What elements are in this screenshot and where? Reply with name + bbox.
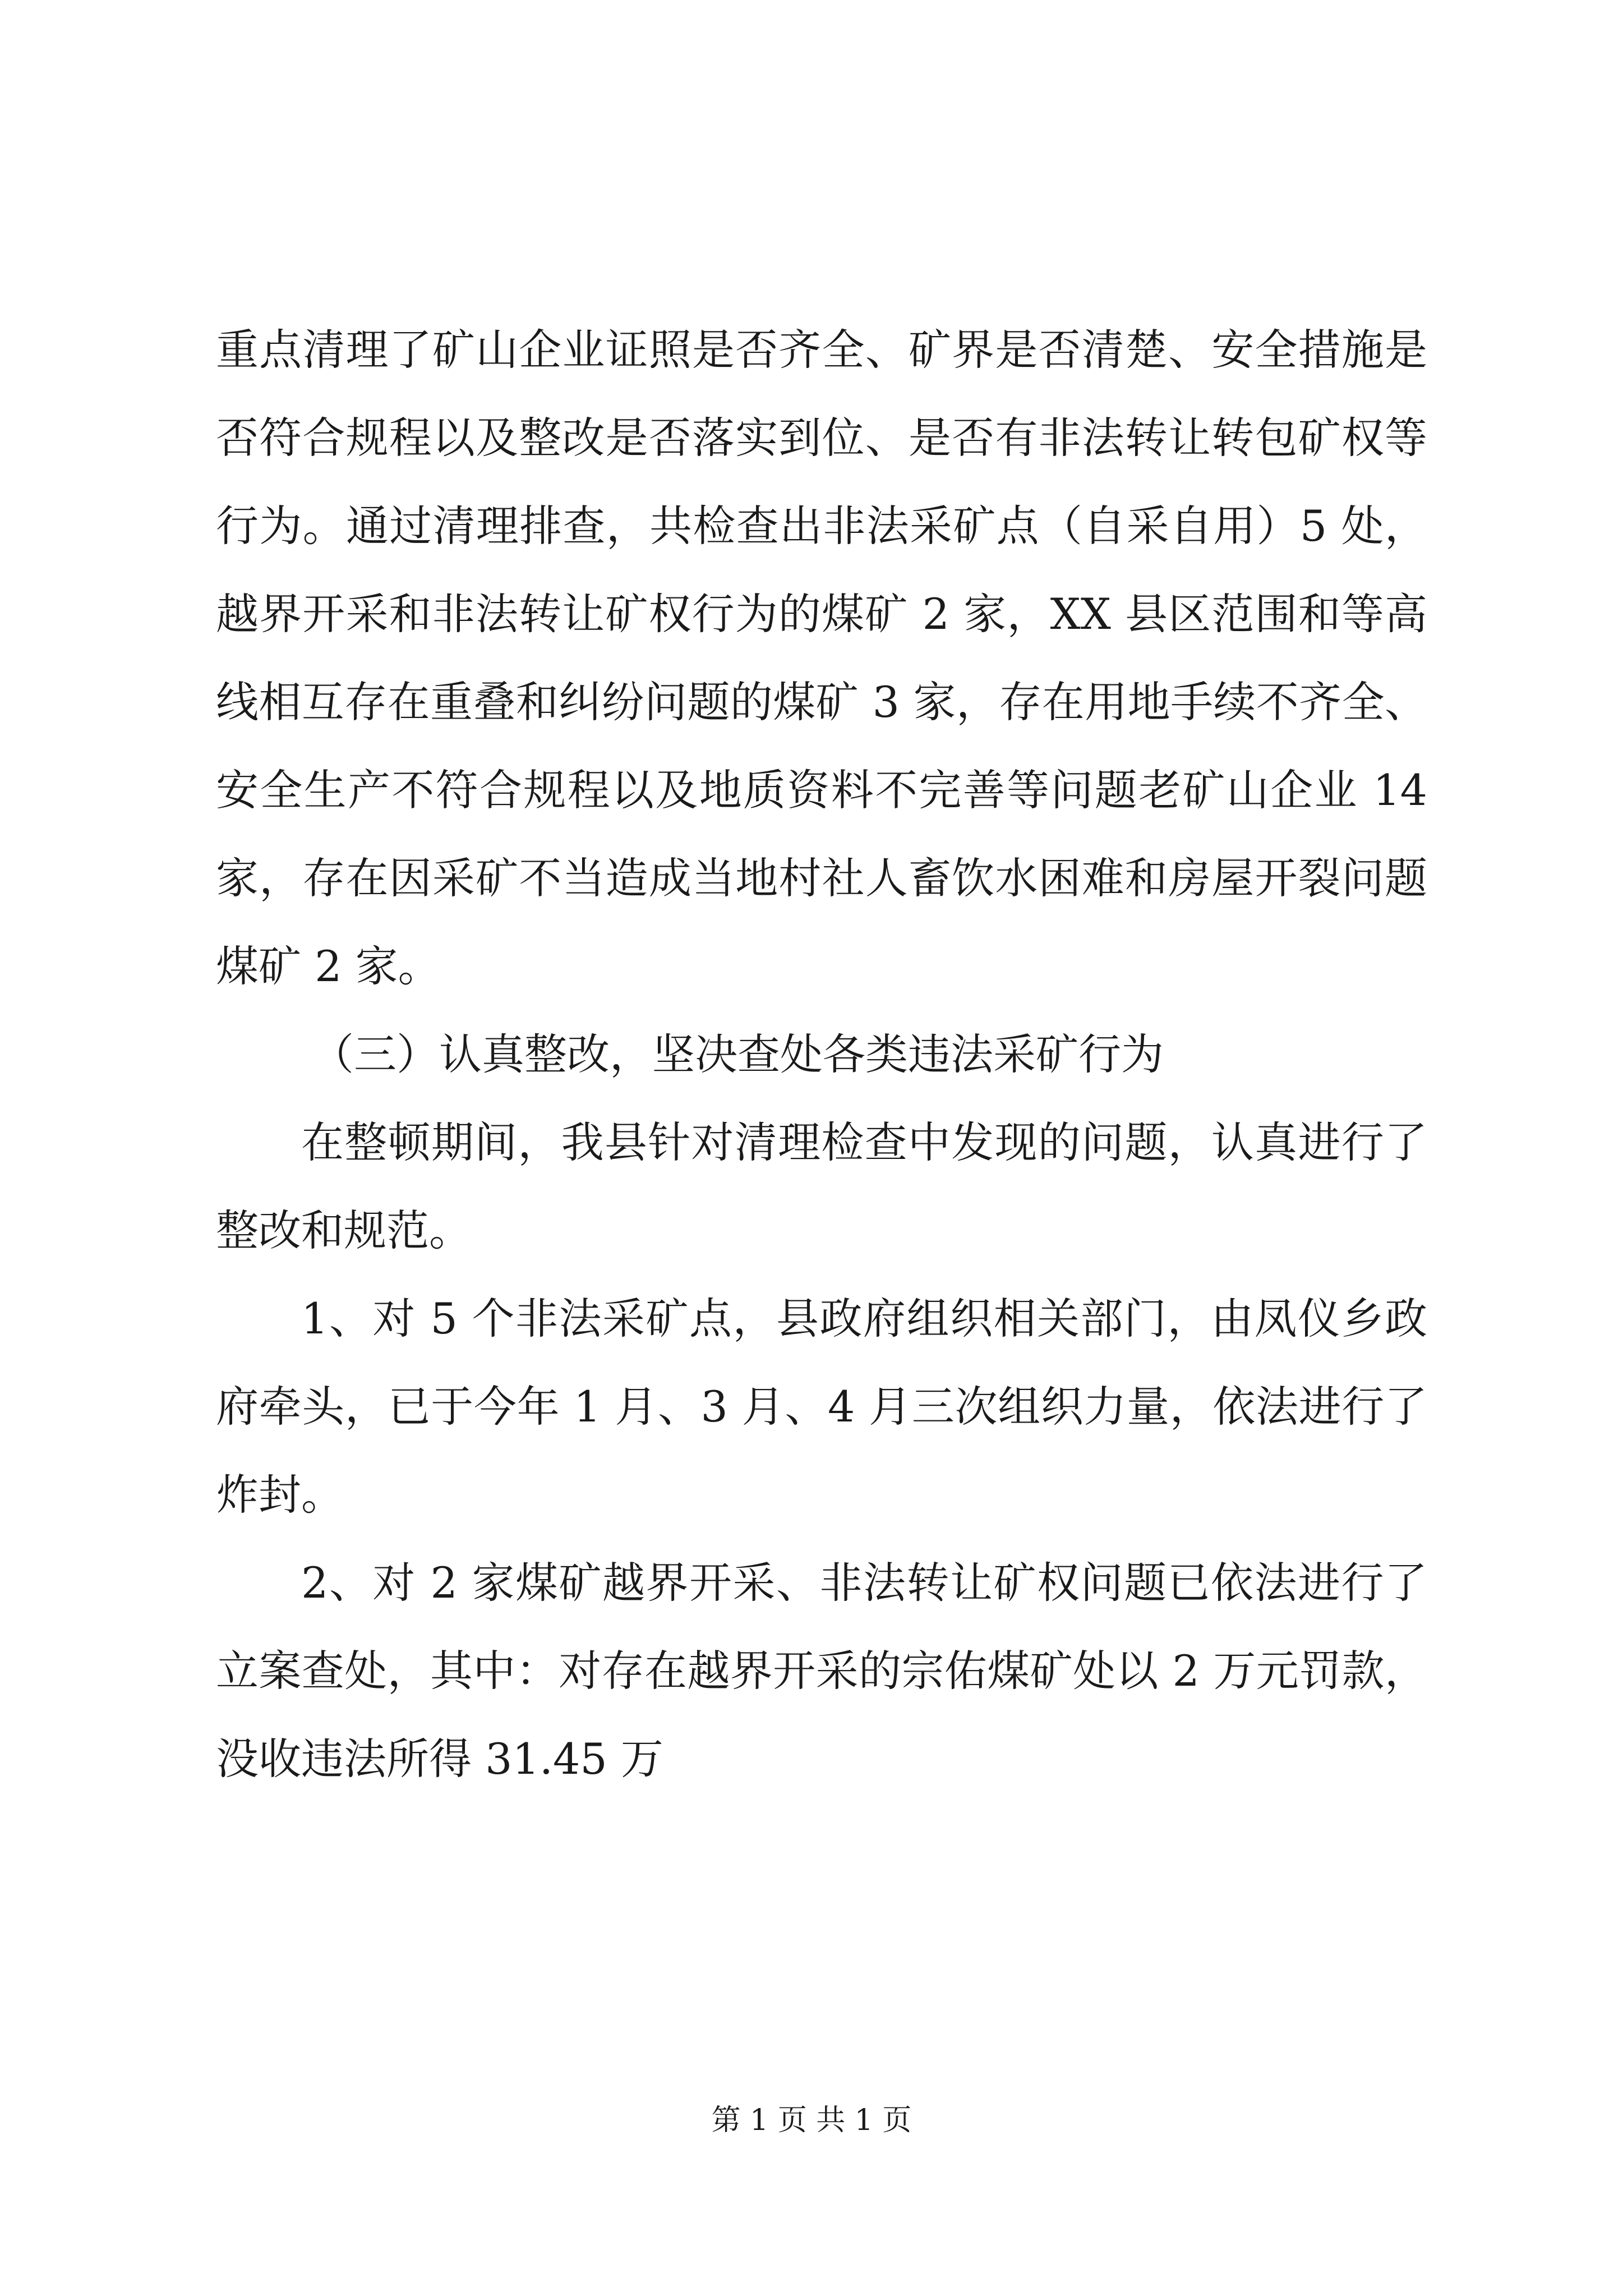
- paragraph-line: 煤矿 2 家。: [216, 941, 441, 991]
- paragraph-line: 否符合规程以及整改是否落实到位、是否有非法转让转包矿权等: [216, 413, 1427, 463]
- list-item-line: 1、对 5 个非法采矿点，县政府组织相关部门，由凤仪乡政: [301, 1294, 1427, 1343]
- paragraph-line: 线相互存在重叠和纠纷问题的煤矿 3 家，存在用地手续不齐全、: [216, 677, 1427, 727]
- list-item-line: 没收违法所得 31.45 万: [216, 1734, 663, 1784]
- page-footer: 第 1 页 共 1 页: [711, 2104, 912, 2137]
- document-body: [216, 306, 1427, 1803]
- paragraph-line: 越界开采和非法转让矿权行为的煤矿 2 家，XX 县区范围和等高: [216, 589, 1427, 639]
- paragraph-line: 重点清理了矿山企业证照是否齐全、矿界是否清楚、安全措施是: [216, 325, 1427, 375]
- list-item-line: 立案查处，其中：对存在越界开采的宗佑煤矿处以 2 万元罚款，: [216, 1646, 1427, 1696]
- paragraph-line: 在整顿期间，我县针对清理检查中发现的问题，认真进行了: [301, 1117, 1427, 1167]
- list-item-line: 炸封。: [216, 1470, 344, 1520]
- paragraph-line: 安全生产不符合规程以及地质资料不完善等问题老矿山企业 14: [216, 765, 1427, 815]
- paragraph-line: 家，存在因采矿不当造成当地村社人畜饮水困难和房屋开裂问题: [216, 853, 1427, 903]
- section-heading: （三）认真整改，坚决查处各类违法采矿行为: [311, 1029, 1164, 1079]
- paragraph-line: 整改和规范。: [216, 1205, 472, 1255]
- list-item-line: 2、对 2 家煤矿越界开采、非法转让矿权问题已依法进行了: [301, 1558, 1427, 1608]
- list-item-line: 府牵头，已于今年 1 月、3 月、4 月三次组织力量，依法进行了: [216, 1382, 1427, 1432]
- paragraph-line: 行为。通过清理排查，共检查出非法采矿点（自采自用）5 处，: [216, 501, 1427, 551]
